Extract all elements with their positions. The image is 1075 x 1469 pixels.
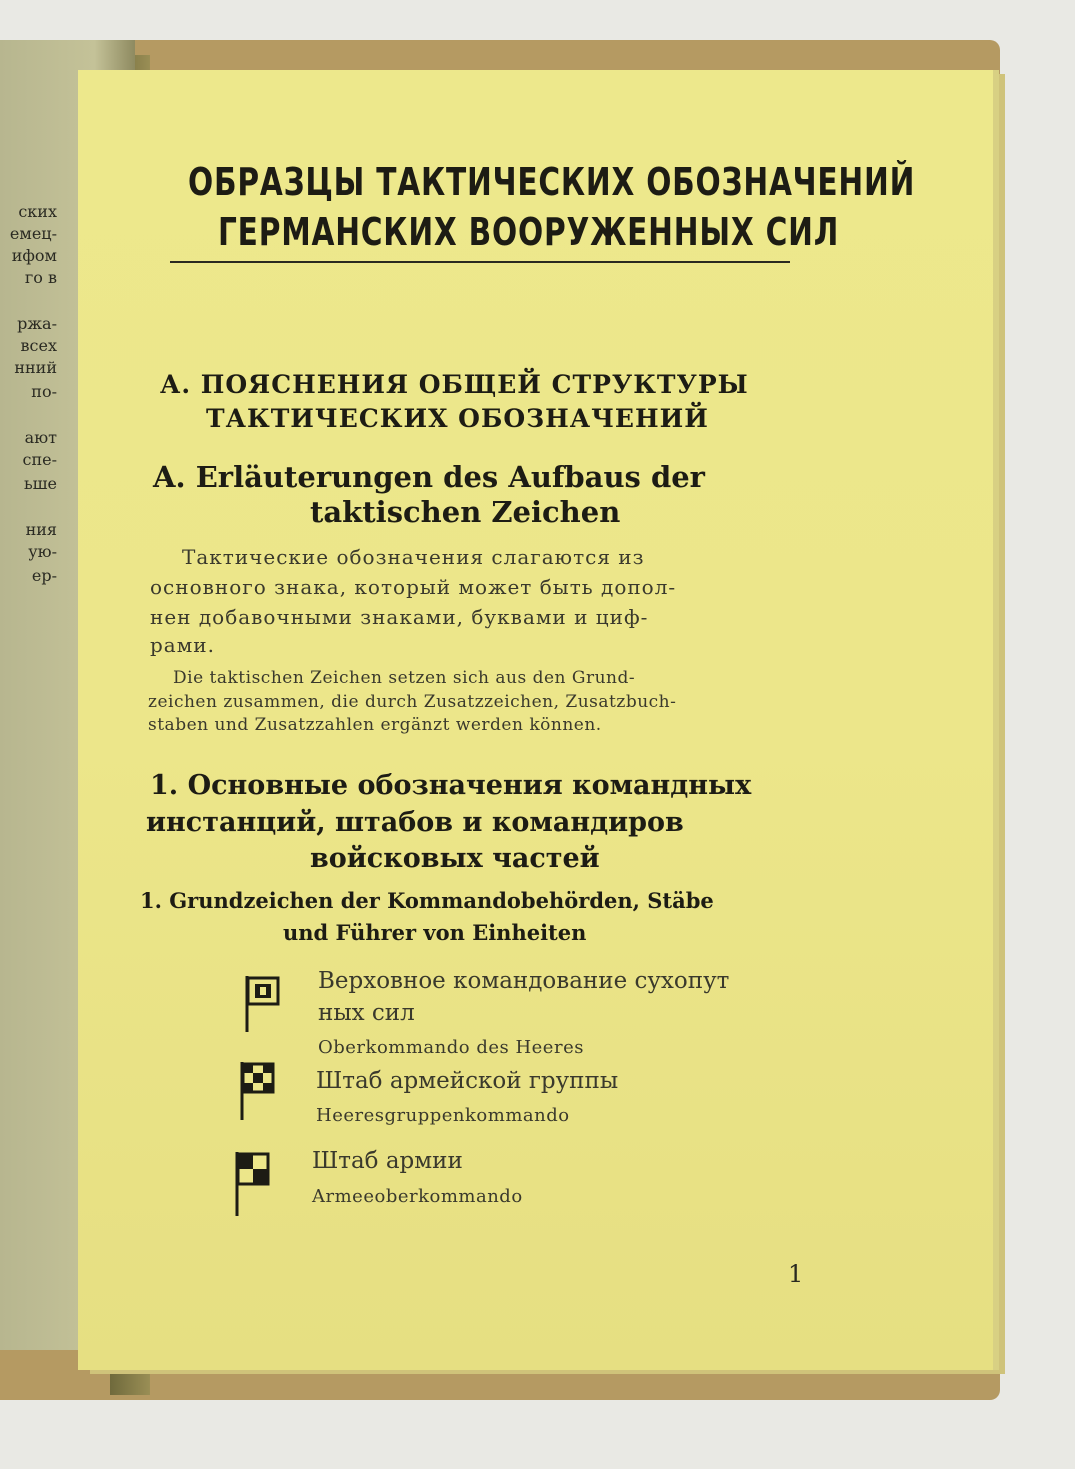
page-title-line-2: ГЕРМАНСКИХ ВООРУЖЕННЫХ СИЛ [218, 210, 840, 254]
left-page-fragment: по- [31, 382, 57, 401]
section-a-heading-de: taktischen Zeichen [310, 495, 621, 529]
section-a-heading-de: A. Erläuterungen des Aufbaus der [153, 460, 705, 494]
paragraph-de: Die taktischen Zeichen setzen sich aus den Grund- [173, 668, 636, 688]
left-page-fragment: ских [18, 202, 57, 221]
left-page-fragment: ифом [11, 246, 57, 265]
page-title-line-1: ОБРАЗЦЫ ТАКТИЧЕСКИХ ОБОЗНАЧЕНИЙ [188, 160, 916, 204]
section-a-heading-ru: ТАКТИЧЕСКИХ ОБОЗНАЧЕНИЙ [206, 404, 709, 433]
item-de: Heeresgruppenkommando [316, 1105, 570, 1126]
title-rule [170, 261, 790, 263]
section-a-heading-ru: А. ПОЯСНЕНИЯ ОБЩЕЙ СТРУКТУРЫ [160, 370, 749, 399]
left-page-fragment: ния [25, 520, 57, 539]
left-page-fragment: ают [24, 428, 57, 447]
page-number: 1 [788, 1260, 804, 1288]
left-page-fragment: ржа- [17, 314, 57, 333]
left-page-fragment: ьше [23, 474, 57, 493]
paragraph-ru: нен добавочными знаками, буквами и циф- [150, 605, 649, 629]
army-headquarters-flag-icon [233, 1150, 273, 1218]
section-1-heading-de: und Führer von Einheiten [283, 920, 587, 945]
item-de: Oberkommando des Heeres [318, 1037, 584, 1058]
paragraph-ru: рами. [150, 633, 215, 657]
left-page-fragment: спе- [22, 450, 57, 469]
section-1-heading-ru: войсковых частей [310, 843, 600, 874]
left-page-fragment: нний [14, 358, 57, 377]
left-page-fragment: емец- [9, 224, 57, 243]
left-page-fragment: ер- [31, 566, 57, 585]
paragraph-de: zeichen zusammen, die durch Zusatzzeichen, Zusatzbuch- [148, 692, 677, 712]
army-group-headquarters-flag-icon [238, 1060, 278, 1122]
section-1-heading-ru: инстанций, штабов и командиров [146, 807, 684, 838]
paragraph-ru: Тактические обозначения слагаются из [182, 545, 645, 569]
item-ru: Штаб армии [312, 1148, 463, 1174]
section-1-heading-de: 1. Grundzeichen der Kommandobehörden, Stäbe [140, 888, 714, 913]
right-page [78, 70, 993, 1370]
item-ru: ных сил [318, 1000, 415, 1026]
section-1-heading-ru: 1. Основные обозначения командных [150, 770, 752, 801]
paragraph-ru: основного знака, который может быть допол- [150, 575, 677, 599]
left-page-fragment: всех [20, 336, 57, 355]
item-ru: Штаб армейской группы [316, 1068, 619, 1094]
army-high-command-flag-icon [243, 974, 283, 1034]
left-page-fragment: го в [24, 268, 57, 287]
paragraph-de: staben und Zusatzzahlen ergänzt werden können. [148, 715, 602, 735]
item-ru: Верховное командование сухопут [318, 968, 730, 994]
left-page-fragment: ую- [28, 542, 57, 561]
item-de: Armeeoberkommando [312, 1186, 523, 1207]
